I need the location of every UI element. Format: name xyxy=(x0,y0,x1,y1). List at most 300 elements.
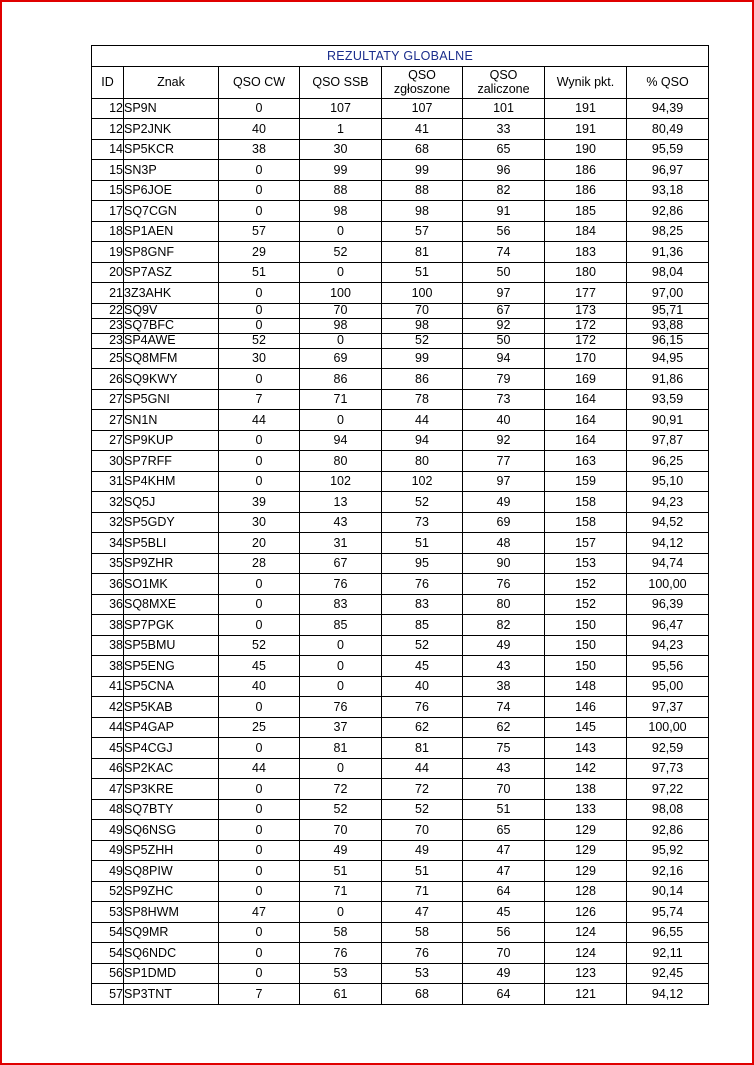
table-row xyxy=(92,615,709,636)
cell-qso-submitted: 107 xyxy=(382,98,463,119)
cell-pct-qso: 91,86 xyxy=(627,369,709,390)
cell-call: SP9N xyxy=(124,98,219,119)
cell-qso-credited: 51 xyxy=(463,799,545,820)
table-row xyxy=(92,635,709,656)
cell-call: SP3TNT xyxy=(124,984,219,1005)
cell-pct-qso: 98,08 xyxy=(627,799,709,820)
cell-score: 164 xyxy=(545,430,627,451)
cell-score: 164 xyxy=(545,389,627,410)
cell-qso-cw: 0 xyxy=(219,840,300,861)
table-row xyxy=(92,318,709,333)
cell-qso-credited: 75 xyxy=(463,738,545,759)
cell-score: 153 xyxy=(545,553,627,574)
cell-id: 15 xyxy=(92,160,124,181)
cell-qso-ssb: 83 xyxy=(300,594,382,615)
cell-qso-ssb: 61 xyxy=(300,984,382,1005)
cell-score: 150 xyxy=(545,656,627,677)
cell-qso-submitted: 81 xyxy=(382,738,463,759)
cell-qso-ssb: 71 xyxy=(300,881,382,902)
cell-call: SQ6NDC xyxy=(124,943,219,964)
cell-pct-qso: 94,12 xyxy=(627,984,709,1005)
cell-qso-credited: 48 xyxy=(463,533,545,554)
cell-id: 31 xyxy=(92,471,124,492)
cell-score: 173 xyxy=(545,303,627,318)
cell-call: SQ8PIW xyxy=(124,861,219,882)
cell-call: SP5ZHH xyxy=(124,840,219,861)
cell-qso-submitted: 62 xyxy=(382,717,463,738)
cell-call: SP1AEN xyxy=(124,221,219,242)
cell-id: 27 xyxy=(92,410,124,431)
table-row xyxy=(92,717,709,738)
table-row xyxy=(92,303,709,318)
cell-id: 52 xyxy=(92,881,124,902)
cell-pct-qso: 97,22 xyxy=(627,779,709,800)
col-header-pct-qso: % QSO xyxy=(627,66,709,98)
cell-qso-cw: 38 xyxy=(219,139,300,160)
cell-qso-ssb: 102 xyxy=(300,471,382,492)
cell-qso-credited: 97 xyxy=(463,471,545,492)
table-row xyxy=(92,348,709,369)
cell-qso-ssb: 0 xyxy=(300,656,382,677)
cell-qso-cw: 7 xyxy=(219,984,300,1005)
cell-id: 27 xyxy=(92,389,124,410)
cell-pct-qso: 96,55 xyxy=(627,922,709,943)
table-row xyxy=(92,984,709,1005)
col-header-call: Znak xyxy=(124,66,219,98)
cell-qso-credited: 70 xyxy=(463,943,545,964)
cell-qso-ssb: 107 xyxy=(300,98,382,119)
title-row xyxy=(92,46,709,67)
cell-qso-credited: 90 xyxy=(463,553,545,574)
cell-pct-qso: 93,88 xyxy=(627,318,709,333)
table-row xyxy=(92,262,709,283)
table-row xyxy=(92,451,709,472)
cell-qso-ssb: 0 xyxy=(300,221,382,242)
cell-qso-submitted: 49 xyxy=(382,840,463,861)
cell-id: 23 xyxy=(92,318,124,333)
cell-qso-submitted: 70 xyxy=(382,820,463,841)
cell-qso-credited: 69 xyxy=(463,512,545,533)
cell-call: SP4CGJ xyxy=(124,738,219,759)
cell-call: SP5KCR xyxy=(124,139,219,160)
cell-qso-submitted: 71 xyxy=(382,881,463,902)
cell-call: SP5CNA xyxy=(124,676,219,697)
cell-id: 27 xyxy=(92,430,124,451)
cell-pct-qso: 90,91 xyxy=(627,410,709,431)
cell-qso-credited: 45 xyxy=(463,902,545,923)
cell-score: 190 xyxy=(545,139,627,160)
cell-qso-cw: 25 xyxy=(219,717,300,738)
cell-score: 145 xyxy=(545,717,627,738)
cell-score: 150 xyxy=(545,635,627,656)
cell-score: 129 xyxy=(545,840,627,861)
cell-pct-qso: 92,16 xyxy=(627,861,709,882)
cell-call: SQ8MXE xyxy=(124,594,219,615)
cell-call: SP9ZHC xyxy=(124,881,219,902)
cell-qso-credited: 80 xyxy=(463,594,545,615)
cell-pct-qso: 94,74 xyxy=(627,553,709,574)
cell-qso-cw: 39 xyxy=(219,492,300,513)
cell-qso-submitted: 51 xyxy=(382,861,463,882)
cell-qso-cw: 0 xyxy=(219,922,300,943)
cell-call: SP1DMD xyxy=(124,963,219,984)
cell-id: 45 xyxy=(92,738,124,759)
cell-qso-cw: 0 xyxy=(219,594,300,615)
cell-score: 148 xyxy=(545,676,627,697)
cell-qso-credited: 82 xyxy=(463,615,545,636)
cell-qso-ssb: 51 xyxy=(300,861,382,882)
cell-id: 12 xyxy=(92,119,124,140)
cell-pct-qso: 95,10 xyxy=(627,471,709,492)
cell-qso-ssb: 98 xyxy=(300,318,382,333)
cell-qso-submitted: 76 xyxy=(382,574,463,595)
cell-qso-ssb: 81 xyxy=(300,738,382,759)
col-header-id: ID xyxy=(92,66,124,98)
cell-qso-cw: 0 xyxy=(219,881,300,902)
cell-qso-credited: 49 xyxy=(463,492,545,513)
table-row xyxy=(92,333,709,348)
cell-qso-cw: 52 xyxy=(219,635,300,656)
table-row xyxy=(92,160,709,181)
cell-call: SP5BLI xyxy=(124,533,219,554)
cell-score: 129 xyxy=(545,861,627,882)
cell-call: SP7RFF xyxy=(124,451,219,472)
table-row xyxy=(92,512,709,533)
cell-qso-cw: 20 xyxy=(219,533,300,554)
cell-call: SQ9V xyxy=(124,303,219,318)
cell-qso-submitted: 99 xyxy=(382,160,463,181)
cell-call: SP4KHM xyxy=(124,471,219,492)
col-header-qso-credited: QSO zaliczone xyxy=(463,66,545,98)
cell-score: 183 xyxy=(545,242,627,263)
cell-score: 184 xyxy=(545,221,627,242)
cell-score: 163 xyxy=(545,451,627,472)
cell-qso-ssb: 30 xyxy=(300,139,382,160)
cell-qso-cw: 29 xyxy=(219,242,300,263)
cell-qso-cw: 0 xyxy=(219,861,300,882)
cell-call: SQ8MFM xyxy=(124,348,219,369)
cell-qso-cw: 57 xyxy=(219,221,300,242)
cell-qso-ssb: 49 xyxy=(300,840,382,861)
cell-qso-ssb: 70 xyxy=(300,820,382,841)
cell-qso-credited: 70 xyxy=(463,779,545,800)
cell-qso-ssb: 94 xyxy=(300,430,382,451)
cell-score: 123 xyxy=(545,963,627,984)
table-row xyxy=(92,283,709,304)
table-row xyxy=(92,242,709,263)
cell-qso-cw: 40 xyxy=(219,676,300,697)
cell-qso-credited: 40 xyxy=(463,410,545,431)
cell-qso-ssb: 67 xyxy=(300,553,382,574)
cell-id: 53 xyxy=(92,902,124,923)
cell-call: SP3KRE xyxy=(124,779,219,800)
cell-call: SP2KAC xyxy=(124,758,219,779)
cell-id: 49 xyxy=(92,820,124,841)
cell-id: 44 xyxy=(92,717,124,738)
col-header-qso-submitted: QSO zgłoszone xyxy=(382,66,463,98)
cell-qso-cw: 0 xyxy=(219,180,300,201)
cell-qso-ssb: 53 xyxy=(300,963,382,984)
cell-qso-ssb: 52 xyxy=(300,242,382,263)
cell-qso-submitted: 98 xyxy=(382,318,463,333)
cell-score: 170 xyxy=(545,348,627,369)
table-row xyxy=(92,553,709,574)
cell-qso-submitted: 88 xyxy=(382,180,463,201)
table-row xyxy=(92,676,709,697)
cell-id: 18 xyxy=(92,221,124,242)
table-row xyxy=(92,471,709,492)
cell-score: 143 xyxy=(545,738,627,759)
cell-qso-credited: 56 xyxy=(463,221,545,242)
cell-pct-qso: 96,39 xyxy=(627,594,709,615)
cell-qso-submitted: 51 xyxy=(382,262,463,283)
cell-qso-cw: 0 xyxy=(219,451,300,472)
cell-call: SQ6NSG xyxy=(124,820,219,841)
cell-score: 152 xyxy=(545,574,627,595)
cell-qso-ssb: 69 xyxy=(300,348,382,369)
cell-qso-credited: 64 xyxy=(463,984,545,1005)
cell-qso-submitted: 76 xyxy=(382,697,463,718)
cell-id: 38 xyxy=(92,635,124,656)
cell-pct-qso: 95,71 xyxy=(627,303,709,318)
cell-qso-credited: 82 xyxy=(463,180,545,201)
cell-qso-cw: 30 xyxy=(219,348,300,369)
cell-id: 49 xyxy=(92,840,124,861)
cell-call: SP7PGK xyxy=(124,615,219,636)
cell-qso-cw: 0 xyxy=(219,963,300,984)
cell-qso-credited: 38 xyxy=(463,676,545,697)
cell-pct-qso: 97,73 xyxy=(627,758,709,779)
cell-qso-credited: 74 xyxy=(463,697,545,718)
cell-id: 30 xyxy=(92,451,124,472)
cell-pct-qso: 92,45 xyxy=(627,963,709,984)
cell-score: 124 xyxy=(545,922,627,943)
cell-call: SP5GNI xyxy=(124,389,219,410)
table-title: REZULTATY GLOBALNE xyxy=(92,46,709,67)
cell-qso-ssb: 76 xyxy=(300,943,382,964)
cell-score: 142 xyxy=(545,758,627,779)
cell-score: 126 xyxy=(545,902,627,923)
cell-pct-qso: 100,00 xyxy=(627,717,709,738)
cell-call: SP6JOE xyxy=(124,180,219,201)
table-row xyxy=(92,492,709,513)
table-row xyxy=(92,840,709,861)
cell-qso-cw: 28 xyxy=(219,553,300,574)
cell-call: SP5GDY xyxy=(124,512,219,533)
cell-qso-submitted: 73 xyxy=(382,512,463,533)
cell-id: 42 xyxy=(92,697,124,718)
cell-call: SQ9KWY xyxy=(124,369,219,390)
results-body xyxy=(92,98,709,1004)
cell-qso-submitted: 57 xyxy=(382,221,463,242)
cell-pct-qso: 93,59 xyxy=(627,389,709,410)
cell-qso-cw: 0 xyxy=(219,697,300,718)
cell-qso-credited: 43 xyxy=(463,758,545,779)
table-row xyxy=(92,180,709,201)
cell-qso-ssb: 76 xyxy=(300,697,382,718)
cell-score: 159 xyxy=(545,471,627,492)
cell-id: 48 xyxy=(92,799,124,820)
cell-qso-submitted: 41 xyxy=(382,119,463,140)
table-row xyxy=(92,922,709,943)
cell-qso-cw: 47 xyxy=(219,902,300,923)
table-row xyxy=(92,533,709,554)
cell-score: 138 xyxy=(545,779,627,800)
table-row xyxy=(92,779,709,800)
cell-qso-submitted: 40 xyxy=(382,676,463,697)
cell-qso-ssb: 0 xyxy=(300,635,382,656)
table-row xyxy=(92,98,709,119)
cell-score: 185 xyxy=(545,201,627,222)
cell-qso-submitted: 100 xyxy=(382,283,463,304)
cell-call: SP8GNF xyxy=(124,242,219,263)
cell-score: 169 xyxy=(545,369,627,390)
cell-qso-cw: 0 xyxy=(219,574,300,595)
cell-score: 133 xyxy=(545,799,627,820)
cell-call: SN1N xyxy=(124,410,219,431)
table-row xyxy=(92,820,709,841)
cell-qso-credited: 62 xyxy=(463,717,545,738)
cell-pct-qso: 96,25 xyxy=(627,451,709,472)
cell-id: 54 xyxy=(92,922,124,943)
results-table xyxy=(91,45,709,1005)
cell-qso-credited: 79 xyxy=(463,369,545,390)
cell-qso-credited: 50 xyxy=(463,262,545,283)
cell-pct-qso: 94,23 xyxy=(627,492,709,513)
cell-call: SP4GAP xyxy=(124,717,219,738)
table-row xyxy=(92,656,709,677)
cell-qso-cw: 0 xyxy=(219,430,300,451)
cell-id: 14 xyxy=(92,139,124,160)
cell-qso-submitted: 99 xyxy=(382,348,463,369)
cell-qso-credited: 96 xyxy=(463,160,545,181)
cell-qso-submitted: 47 xyxy=(382,902,463,923)
cell-qso-cw: 0 xyxy=(219,369,300,390)
cell-pct-qso: 96,97 xyxy=(627,160,709,181)
cell-pct-qso: 96,15 xyxy=(627,333,709,348)
cell-id: 56 xyxy=(92,963,124,984)
cell-qso-submitted: 44 xyxy=(382,410,463,431)
cell-call: SN3P xyxy=(124,160,219,181)
cell-qso-ssb: 99 xyxy=(300,160,382,181)
cell-qso-credited: 101 xyxy=(463,98,545,119)
cell-pct-qso: 97,87 xyxy=(627,430,709,451)
table-row xyxy=(92,943,709,964)
cell-qso-credited: 43 xyxy=(463,656,545,677)
cell-pct-qso: 97,37 xyxy=(627,697,709,718)
cell-qso-cw: 52 xyxy=(219,333,300,348)
cell-qso-ssb: 80 xyxy=(300,451,382,472)
cell-qso-ssb: 76 xyxy=(300,574,382,595)
cell-id: 54 xyxy=(92,943,124,964)
cell-qso-cw: 0 xyxy=(219,799,300,820)
cell-qso-submitted: 44 xyxy=(382,758,463,779)
cell-pct-qso: 95,00 xyxy=(627,676,709,697)
cell-call: SQ7CGN xyxy=(124,201,219,222)
cell-qso-submitted: 45 xyxy=(382,656,463,677)
cell-call: SQ7BFC xyxy=(124,318,219,333)
cell-qso-ssb: 43 xyxy=(300,512,382,533)
cell-score: 177 xyxy=(545,283,627,304)
cell-score: 129 xyxy=(545,820,627,841)
cell-id: 38 xyxy=(92,656,124,677)
cell-qso-credited: 49 xyxy=(463,963,545,984)
table-row xyxy=(92,389,709,410)
cell-pct-qso: 97,00 xyxy=(627,283,709,304)
cell-score: 180 xyxy=(545,262,627,283)
cell-pct-qso: 94,12 xyxy=(627,533,709,554)
cell-qso-credited: 94 xyxy=(463,348,545,369)
cell-score: 186 xyxy=(545,160,627,181)
cell-pct-qso: 90,14 xyxy=(627,881,709,902)
cell-qso-submitted: 98 xyxy=(382,201,463,222)
cell-call: SP5BMU xyxy=(124,635,219,656)
cell-qso-cw: 45 xyxy=(219,656,300,677)
cell-qso-cw: 7 xyxy=(219,389,300,410)
cell-qso-credited: 67 xyxy=(463,303,545,318)
cell-qso-submitted: 72 xyxy=(382,779,463,800)
cell-qso-credited: 92 xyxy=(463,318,545,333)
cell-score: 157 xyxy=(545,533,627,554)
cell-score: 150 xyxy=(545,615,627,636)
cell-pct-qso: 96,47 xyxy=(627,615,709,636)
cell-qso-cw: 0 xyxy=(219,160,300,181)
cell-call: SQ7BTY xyxy=(124,799,219,820)
cell-qso-credited: 47 xyxy=(463,861,545,882)
cell-pct-qso: 94,52 xyxy=(627,512,709,533)
col-header-qso-cw: QSO CW xyxy=(219,66,300,98)
cell-qso-submitted: 52 xyxy=(382,799,463,820)
cell-qso-cw: 0 xyxy=(219,738,300,759)
cell-id: 21 xyxy=(92,283,124,304)
cell-score: 124 xyxy=(545,943,627,964)
cell-qso-ssb: 100 xyxy=(300,283,382,304)
cell-id: 46 xyxy=(92,758,124,779)
cell-qso-ssb: 0 xyxy=(300,410,382,431)
cell-qso-submitted: 51 xyxy=(382,533,463,554)
cell-qso-credited: 77 xyxy=(463,451,545,472)
cell-id: 12 xyxy=(92,98,124,119)
cell-qso-ssb: 52 xyxy=(300,799,382,820)
table-row xyxy=(92,119,709,140)
cell-call: 3Z3AHK xyxy=(124,283,219,304)
cell-qso-ssb: 71 xyxy=(300,389,382,410)
cell-id: 20 xyxy=(92,262,124,283)
cell-call: SP9ZHR xyxy=(124,553,219,574)
cell-qso-cw: 51 xyxy=(219,262,300,283)
cell-qso-ssb: 98 xyxy=(300,201,382,222)
cell-qso-submitted: 68 xyxy=(382,984,463,1005)
cell-qso-cw: 0 xyxy=(219,318,300,333)
cell-qso-cw: 0 xyxy=(219,820,300,841)
cell-pct-qso: 98,04 xyxy=(627,262,709,283)
cell-call: SP9KUP xyxy=(124,430,219,451)
cell-score: 146 xyxy=(545,697,627,718)
col-header-score: Wynik pkt. xyxy=(545,66,627,98)
cell-qso-cw: 0 xyxy=(219,201,300,222)
cell-id: 17 xyxy=(92,201,124,222)
cell-qso-submitted: 95 xyxy=(382,553,463,574)
cell-id: 57 xyxy=(92,984,124,1005)
cell-call: SP8HWM xyxy=(124,902,219,923)
cell-qso-credited: 65 xyxy=(463,820,545,841)
cell-pct-qso: 92,86 xyxy=(627,201,709,222)
cell-qso-submitted: 94 xyxy=(382,430,463,451)
table-row xyxy=(92,881,709,902)
cell-id: 32 xyxy=(92,492,124,513)
table-row xyxy=(92,139,709,160)
cell-id: 38 xyxy=(92,615,124,636)
